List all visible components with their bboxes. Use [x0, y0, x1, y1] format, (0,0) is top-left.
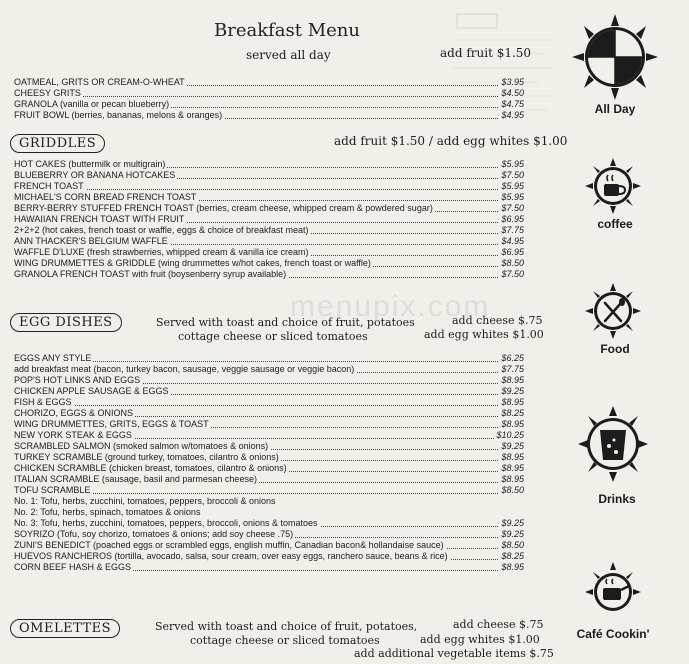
menu-item-name: WAFFLE D'LUXE (fresh strawberries, whipped cream & vanilla ice cream): [14, 247, 309, 257]
menu-item-name: CHORIZO, EGGS & ONIONS: [14, 408, 134, 418]
menu-item-row: [14, 203, 524, 214]
menu-item-row: [14, 507, 524, 518]
menu-item-price: $4.75: [501, 99, 524, 109]
menu-item-price: $5.95: [501, 159, 524, 169]
menu-item-price: $10.25: [496, 430, 524, 440]
menu-item-price: $8.50: [501, 485, 524, 495]
cooking-pot-icon: [585, 562, 641, 622]
menu-item-price: $7.75: [501, 225, 524, 235]
menu-item-price: $5.95: [501, 181, 524, 191]
menu-item-price: $6.95: [501, 247, 524, 257]
menu-item-name: BLUEBERRY OR BANANA HOTCAKES: [14, 170, 176, 180]
menu-item-row: [14, 529, 524, 540]
omelette-add-cheese: add cheese $.75: [453, 618, 544, 631]
griddles-note: add fruit $1.50 / add egg whites $1.00: [334, 134, 568, 148]
menu-item-name: SOYRIZO (Tofu, soy chorizo, tomatoes & onions; add soy cheese .75): [14, 529, 294, 539]
menu-item-name: BERRY-BERRY STUFFED FRENCH TOAST (berries, cream cheese, whipped cream & powdered sugar): [14, 203, 433, 213]
menu-item-row: [14, 181, 524, 192]
menu-item-name: EGGS ANY STYLE: [14, 353, 92, 363]
menu-item-price: $8.95: [501, 397, 524, 407]
menu-item-row: [14, 88, 524, 99]
menu-item-row: [14, 247, 524, 258]
egg-dishes-heading: EGG DISHES: [10, 313, 122, 332]
menu-item-name: WING DRUMMETTES & GRIDDLE (wing drummettes w/hot cakes, french toast or waffle): [14, 258, 371, 268]
menu-item-name: MICHAEL'S CORN BREAD FRENCH TOAST: [14, 192, 197, 202]
menu-item-price: $8.95: [501, 562, 524, 572]
menu-item-row: [14, 408, 524, 419]
sidebar-label-coffee: coffee: [597, 217, 633, 231]
egg-note-line2: cottage cheese or sliced tomatoes: [178, 330, 368, 343]
menu-item-row: [14, 353, 524, 364]
menu-item-row: [14, 397, 524, 408]
sidebar-label-food: Food: [600, 342, 630, 356]
menu-item-name: HOT CAKES (buttermilk or multigrain): [14, 159, 166, 169]
egg-add-cheese: add cheese $.75: [452, 314, 543, 327]
sidebar-label-drinks: Drinks: [598, 492, 636, 506]
menu-item-row: [14, 441, 524, 452]
drink-glass-icon: [578, 406, 648, 482]
menu-item-price: $8.25: [501, 551, 524, 561]
menu-item-price: $9.25: [501, 518, 524, 528]
menu-item-price: $4.95: [501, 110, 524, 120]
menu-item-price: $9.25: [501, 529, 524, 539]
menu-item-price: $8.95: [501, 375, 524, 385]
menu-item-name: 2+2+2 (hot cakes, french toast or waffle, eggs & choice of breakfast meat): [14, 225, 309, 235]
menu-item-price: $7.50: [501, 170, 524, 180]
menu-item-name: No. 3: Tofu, herbs, zucchini, tomatoes, peppers, broccoli, onions & tomatoes: [14, 518, 318, 528]
menu-item-row: [14, 463, 524, 474]
menu-item-name: FRENCH TOAST: [14, 181, 84, 191]
omelette-add-veg: add additional vegetable items $.75: [354, 647, 554, 660]
menu-item-row: [14, 562, 524, 573]
menu-item-price: $8.50: [501, 258, 524, 268]
menu-item-price: $8.95: [501, 474, 524, 484]
menu-item-name: HUEVOS RANCHEROS (tortilla, avocado, salsa, sour cream, over easy eggs, ranchero sauce, beans & rice): [14, 551, 448, 561]
menu-item-price: $8.95: [501, 463, 524, 473]
menu-item-row: [14, 170, 524, 181]
menu-item-row: [14, 419, 524, 430]
add-fruit-note: add fruit $1.50: [440, 46, 532, 60]
menu-item-price: $6.25: [501, 353, 524, 363]
menu-item-row: [14, 214, 524, 225]
sidebar-label-all-day: All Day: [594, 102, 636, 116]
menu-item-row: [14, 77, 524, 88]
egg-add-egg-whites: add egg whites $1.00: [424, 328, 544, 341]
menu-item-price: $7.75: [501, 364, 524, 374]
menu-item-name: WING DRUMMETTES, GRITS, EGGS & TOAST: [14, 419, 209, 429]
menu-item-price: $6.95: [501, 214, 524, 224]
menu-item-row: [14, 269, 524, 280]
menu-item-row: [14, 375, 524, 386]
menu-item-row: [14, 364, 524, 375]
omelette-add-egg-whites: add egg whites $1.00: [420, 633, 540, 646]
breakfast-list: [14, 77, 524, 121]
menu-item-name: No. 1: Tofu, herbs, zucchini, tomatoes, peppers, broccoli & onions: [14, 496, 276, 506]
menu-item-name: ZUNI'S BENEDICT (poached eggs or scrambled eggs, english muffin, Canadian bacon& hollandaise sauce): [14, 540, 444, 550]
menu-item-name: CHICKEN APPLE SAUSAGE & EGGS: [14, 386, 169, 396]
leader-dots: [14, 405, 524, 406]
served-all-day: served all day: [246, 48, 331, 62]
menu-item-name: OATMEAL, GRITS OR CREAM-O-WHEAT: [14, 77, 185, 87]
menu-item-price: $7.50: [501, 203, 524, 213]
menu-item-name: FISH & EGGS: [14, 397, 72, 407]
sidebar-label-cafe-cookin: Café Cookin': [576, 627, 650, 641]
menu-item-name: TOFU SCRAMBLE: [14, 485, 91, 495]
menu-item-name: NEW YORK STEAK & EGGS: [14, 430, 132, 440]
menu-item-price: $8.25: [501, 408, 524, 418]
omelette-note-line2: cottage cheese or sliced tomatoes: [190, 634, 380, 647]
menu-item-row: [14, 474, 524, 485]
menu-item-row: [14, 430, 524, 441]
menu-item-name: No. 2: Tofu, herbs, spinach, tomatoes & onions: [14, 507, 201, 517]
sun-clock-icon: [570, 14, 660, 100]
menu-item-row: [14, 159, 524, 170]
menu-item-name: TURKEY SCRAMBLE (ground turkey, tomatoes, cilantro & onions): [14, 452, 279, 462]
menu-item-row: [14, 452, 524, 463]
omelettes-heading: OMELETTES: [10, 619, 120, 638]
menu-title: Breakfast Menu: [214, 20, 360, 41]
menu-item-row: [14, 551, 524, 562]
menu-item-price: $4.95: [501, 236, 524, 246]
menu-item-price: $9.25: [501, 441, 524, 451]
menu-item-row: [14, 99, 524, 110]
menu-item-row: [14, 236, 524, 247]
menu-item-price: $9.25: [501, 386, 524, 396]
watermark: menupix.com: [290, 290, 491, 323]
coffee-cup-icon: [585, 158, 641, 214]
menu-item-row: [14, 518, 524, 529]
menu-item-name: GRANOLA FRENCH TOAST with fruit (boysenberry syrup available): [14, 269, 287, 279]
menu-item-price: $4.50: [501, 88, 524, 98]
menu-item-row: [14, 258, 524, 269]
menu-item-row: [14, 496, 524, 507]
menu-item-name: POP'S HOT LINKS AND EGGS: [14, 375, 141, 385]
menu-item-row: [14, 110, 524, 121]
griddles-heading: GRIDDLES: [10, 134, 105, 153]
menu-item-name: HAWAIIAN FRENCH TOAST WITH FRUIT: [14, 214, 185, 224]
menu-item-name: ANN THACKER'S BELGIUM WAFFLE: [14, 236, 168, 246]
menu-item-price: $8.95: [501, 452, 524, 462]
menu-item-name: CORN BEEF HASH & EGGS: [14, 562, 132, 572]
egg-note-line1: Served with toast and choice of fruit, potatoes: [156, 316, 415, 329]
menu-item-price: $5.95: [501, 192, 524, 202]
menu-item-row: [14, 192, 524, 203]
menu-item-price: $8.95: [501, 419, 524, 429]
menu-item-name: add breakfast meat (bacon, turkey bacon, sausage, veggie sausage or veggie bacon): [14, 364, 355, 374]
griddles-list: [14, 159, 524, 280]
menu-item-name: SCRAMBLED SALMON (smoked salmon w/tomatoes & onions): [14, 441, 269, 451]
menu-item-row: [14, 386, 524, 397]
omelette-note-line1: Served with toast and choice of fruit, potatoes,: [155, 620, 418, 633]
menu-item-name: GRANOLA (vanilla or pecan blueberry): [14, 99, 170, 109]
egg-dishes-list: [14, 353, 524, 573]
menu-item-name: CHEESY GRITS: [14, 88, 81, 98]
menu-item-name: ITALIAN SCRAMBLE (sausage, basil and parmesan cheese): [14, 474, 257, 484]
leader-dots: [14, 96, 524, 97]
menu-item-row: [14, 225, 524, 236]
menu-item-price: $3.95: [501, 77, 524, 87]
menu-item-price: $8.50: [501, 540, 524, 550]
menu-item-name: CHICKEN SCRAMBLE (chicken breast, tomatoes, cilantro & onions): [14, 463, 287, 473]
menu-item-name: FRUIT BOWL (berries, bananas, melons & oranges): [14, 110, 223, 120]
fork-spoon-icon: [585, 283, 641, 339]
menu-item-row: [14, 485, 524, 496]
leader-dots: [14, 189, 524, 190]
menu-item-price: $7.50: [501, 269, 524, 279]
menu-item-row: [14, 540, 524, 551]
